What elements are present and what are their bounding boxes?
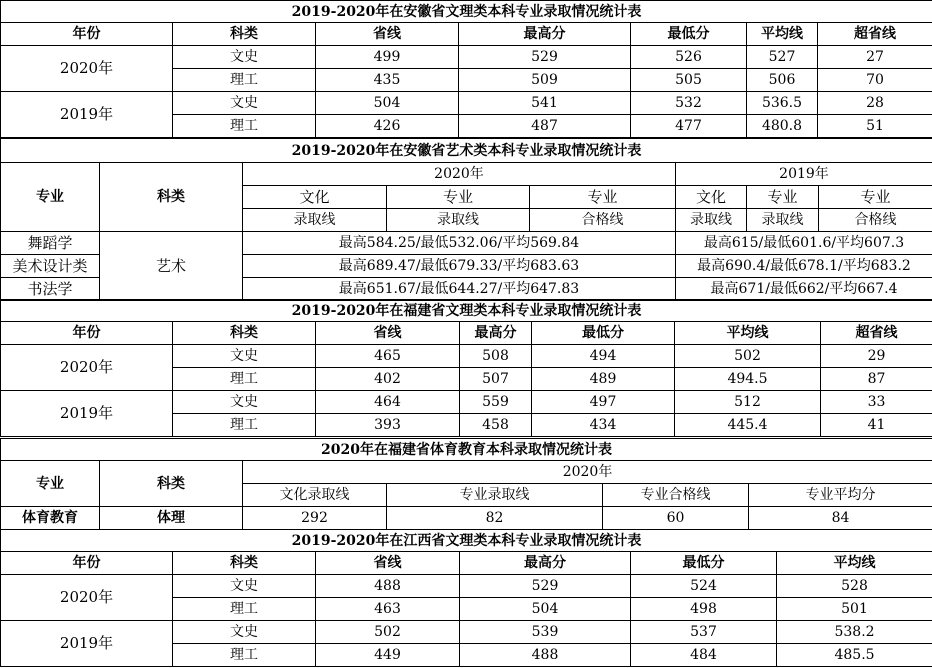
type-cell: 理工 (173, 598, 316, 621)
max-cell: 529 (459, 46, 631, 69)
table-row (1, 575, 932, 598)
min-cell: 477 (631, 115, 747, 138)
min-cell: 489 (532, 368, 675, 391)
year-cell: 2019年 (1, 391, 173, 437)
type-cell: 文史 (173, 621, 316, 644)
type-cell: 理工 (173, 368, 316, 391)
qualify-line-cell: 60 (603, 507, 749, 530)
provincial-line-cell: 449 (316, 644, 460, 667)
min-cell: 526 (631, 46, 747, 69)
provincial-line-cell: 402 (316, 368, 460, 391)
min-cell: 537 (631, 621, 777, 644)
score-2020-cell: 最高584.25/最低532.06/平均569.84 (243, 232, 676, 255)
major-line-cell: 82 (387, 507, 603, 530)
avg-cell: 536.5 (747, 92, 818, 115)
min-cell: 434 (532, 414, 675, 437)
fujian-pe-table (0, 438, 932, 530)
provincial-line-cell: 465 (316, 345, 460, 368)
col-header-major-bottom: 录取线 (747, 209, 819, 232)
col-header-year: 年份 (1, 322, 173, 345)
major-cell: 美术设计类 (1, 255, 100, 278)
anhui-wenli-table (0, 0, 932, 138)
major-cell: 书法学 (1, 278, 100, 301)
over-line-cell: 33 (821, 391, 932, 414)
score-2019-cell: 最高615/最低601.6/平均607.3 (676, 232, 932, 255)
max-cell: 508 (460, 345, 532, 368)
table-row (1, 46, 932, 69)
score-2020-cell: 最高651.67/最低644.27/平均647.83 (243, 278, 676, 301)
year-cell: 2019年 (1, 621, 173, 667)
type-cell: 理工 (173, 69, 316, 92)
col-header-qualify-bottom: 合格线 (819, 209, 932, 232)
table-title: 2019-2020年在安徽省艺术类本科专业录取情况统计表 (1, 139, 932, 163)
col-header-year: 年份 (1, 552, 173, 575)
col-header-major-top: 专业 (387, 186, 530, 209)
over-line-cell: 70 (818, 69, 932, 92)
min-cell: 497 (532, 391, 675, 414)
jiangxi-wenli-table (0, 529, 932, 667)
anhui-art-table (0, 138, 932, 301)
min-cell: 524 (631, 575, 777, 598)
type-cell: 理工 (173, 115, 316, 138)
over-line-cell: 87 (821, 368, 932, 391)
table-title: 2019-2020年在江西省文理类本科专业录取情况统计表 (1, 530, 932, 552)
table-row (1, 232, 932, 255)
col-header-major-bottom: 录取线 (387, 209, 530, 232)
col-header-provincial-line: 省线 (316, 23, 459, 46)
over-line-cell: 41 (821, 414, 932, 437)
provincial-line-cell: 499 (316, 46, 459, 69)
max-cell: 458 (460, 414, 532, 437)
year-cell: 2019年 (1, 92, 173, 138)
type-cell: 理工 (173, 644, 316, 667)
fujian-wenli-table (0, 299, 932, 437)
avg-cell: 512 (675, 391, 821, 414)
major-cell: 舞蹈学 (1, 232, 100, 255)
table-row (1, 92, 932, 115)
type-cell: 文史 (173, 391, 316, 414)
max-cell: 509 (459, 69, 631, 92)
avg-cell: 528 (777, 575, 932, 598)
avg-cell: 506 (747, 69, 818, 92)
provincial-line-cell: 393 (316, 414, 460, 437)
col-header-avg: 平均线 (675, 322, 821, 345)
min-cell: 532 (631, 92, 747, 115)
type-cell: 文史 (173, 92, 316, 115)
min-cell: 484 (631, 644, 777, 667)
col-header-major-top: 专业 (747, 186, 819, 209)
avg-cell: 538.2 (777, 621, 932, 644)
year-header-2020: 2020年 (243, 461, 932, 484)
over-line-cell: 27 (818, 46, 932, 69)
col-header-max: 最高分 (460, 322, 532, 345)
over-line-cell: 28 (818, 92, 932, 115)
col-header-type: 科类 (173, 23, 316, 46)
avg-cell: 527 (747, 46, 818, 69)
min-cell: 505 (631, 69, 747, 92)
type-cell: 理工 (173, 414, 316, 437)
col-header-max: 最高分 (459, 23, 631, 46)
over-line-cell: 51 (818, 115, 932, 138)
max-cell: 488 (460, 644, 631, 667)
table-row (1, 621, 932, 644)
avg-cell: 480.8 (747, 115, 818, 138)
year-cell: 2020年 (1, 46, 173, 92)
col-header-qualify-bottom: 合格线 (530, 209, 676, 232)
col-header-qualify-top: 专业 (819, 186, 932, 209)
col-header-type: 科类 (100, 461, 243, 507)
max-cell: 541 (459, 92, 631, 115)
type-cell: 体理 (100, 507, 243, 530)
year-cell: 2020年 (1, 345, 173, 391)
year-header-2020: 2020年 (243, 163, 676, 186)
col-header-qualify-top: 专业 (530, 186, 676, 209)
col-header-major-avg: 专业平均分 (749, 484, 932, 507)
col-header-over-line: 超省线 (821, 322, 932, 345)
col-header-provincial-line: 省线 (316, 552, 460, 575)
col-header-min: 最低分 (532, 322, 675, 345)
type-cell: 文史 (173, 46, 316, 69)
provincial-line-cell: 463 (316, 598, 460, 621)
provincial-line-cell: 502 (316, 621, 460, 644)
min-cell: 498 (631, 598, 777, 621)
col-header-provincial-line: 省线 (316, 322, 460, 345)
provincial-line-cell: 464 (316, 391, 460, 414)
score-2019-cell: 最高671/最低662/平均667.4 (676, 278, 932, 301)
max-cell: 504 (460, 598, 631, 621)
avg-cell: 485.5 (777, 644, 932, 667)
max-cell: 559 (460, 391, 532, 414)
major-cell: 体育教育 (1, 507, 100, 530)
col-header-min: 最低分 (631, 23, 747, 46)
table-title: 2020年在福建省体育教育本科录取情况统计表 (1, 439, 932, 461)
table-row (1, 345, 932, 368)
provincial-line-cell: 504 (316, 92, 459, 115)
col-header-major: 专业 (1, 461, 100, 507)
score-2020-cell: 最高689.47/最低679.33/平均683.63 (243, 255, 676, 278)
provincial-line-cell: 488 (316, 575, 460, 598)
culture-line-cell: 292 (243, 507, 387, 530)
avg-cell: 494.5 (675, 368, 821, 391)
col-header-year: 年份 (1, 23, 173, 46)
min-cell: 494 (532, 345, 675, 368)
col-header-type: 科类 (173, 322, 316, 345)
col-header-avg: 平均线 (777, 552, 932, 575)
provincial-line-cell: 426 (316, 115, 459, 138)
year-cell: 2020年 (1, 575, 173, 621)
max-cell: 529 (460, 575, 631, 598)
col-header-culture-bottom: 录取线 (676, 209, 747, 232)
col-header-min: 最低分 (631, 552, 777, 575)
type-cell: 文史 (173, 345, 316, 368)
major-avg-cell: 84 (749, 507, 932, 530)
avg-cell: 501 (777, 598, 932, 621)
table-row (1, 391, 932, 414)
table-title: 2019-2020年在安徽省文理类本科专业录取情况统计表 (1, 1, 932, 23)
col-header-major: 专业 (1, 163, 100, 232)
col-header-culture-top: 文化 (676, 186, 747, 209)
col-header-culture-line: 文化录取线 (243, 484, 387, 507)
col-header-type: 科类 (100, 163, 243, 232)
col-header-culture-top: 文化 (243, 186, 387, 209)
max-cell: 539 (460, 621, 631, 644)
col-header-qualify-line: 专业合格线 (603, 484, 749, 507)
score-2019-cell: 最高690.4/最低678.1/平均683.2 (676, 255, 932, 278)
type-cell: 文史 (173, 575, 316, 598)
avg-cell: 502 (675, 345, 821, 368)
max-cell: 507 (460, 368, 532, 391)
year-header-2019: 2019年 (676, 163, 932, 186)
table-title: 2019-2020年在福建省文理类本科专业录取情况统计表 (1, 300, 932, 322)
col-header-over-line: 超省线 (818, 23, 932, 46)
provincial-line-cell: 435 (316, 69, 459, 92)
max-cell: 487 (459, 115, 631, 138)
col-header-culture-bottom: 录取线 (243, 209, 387, 232)
table-row (1, 507, 932, 530)
col-header-max: 最高分 (460, 552, 631, 575)
type-cell: 艺术 (100, 232, 243, 301)
col-header-major-line: 专业录取线 (387, 484, 603, 507)
col-header-type: 科类 (173, 552, 316, 575)
over-line-cell: 29 (821, 345, 932, 368)
col-header-avg: 平均线 (747, 23, 818, 46)
avg-cell: 445.4 (675, 414, 821, 437)
